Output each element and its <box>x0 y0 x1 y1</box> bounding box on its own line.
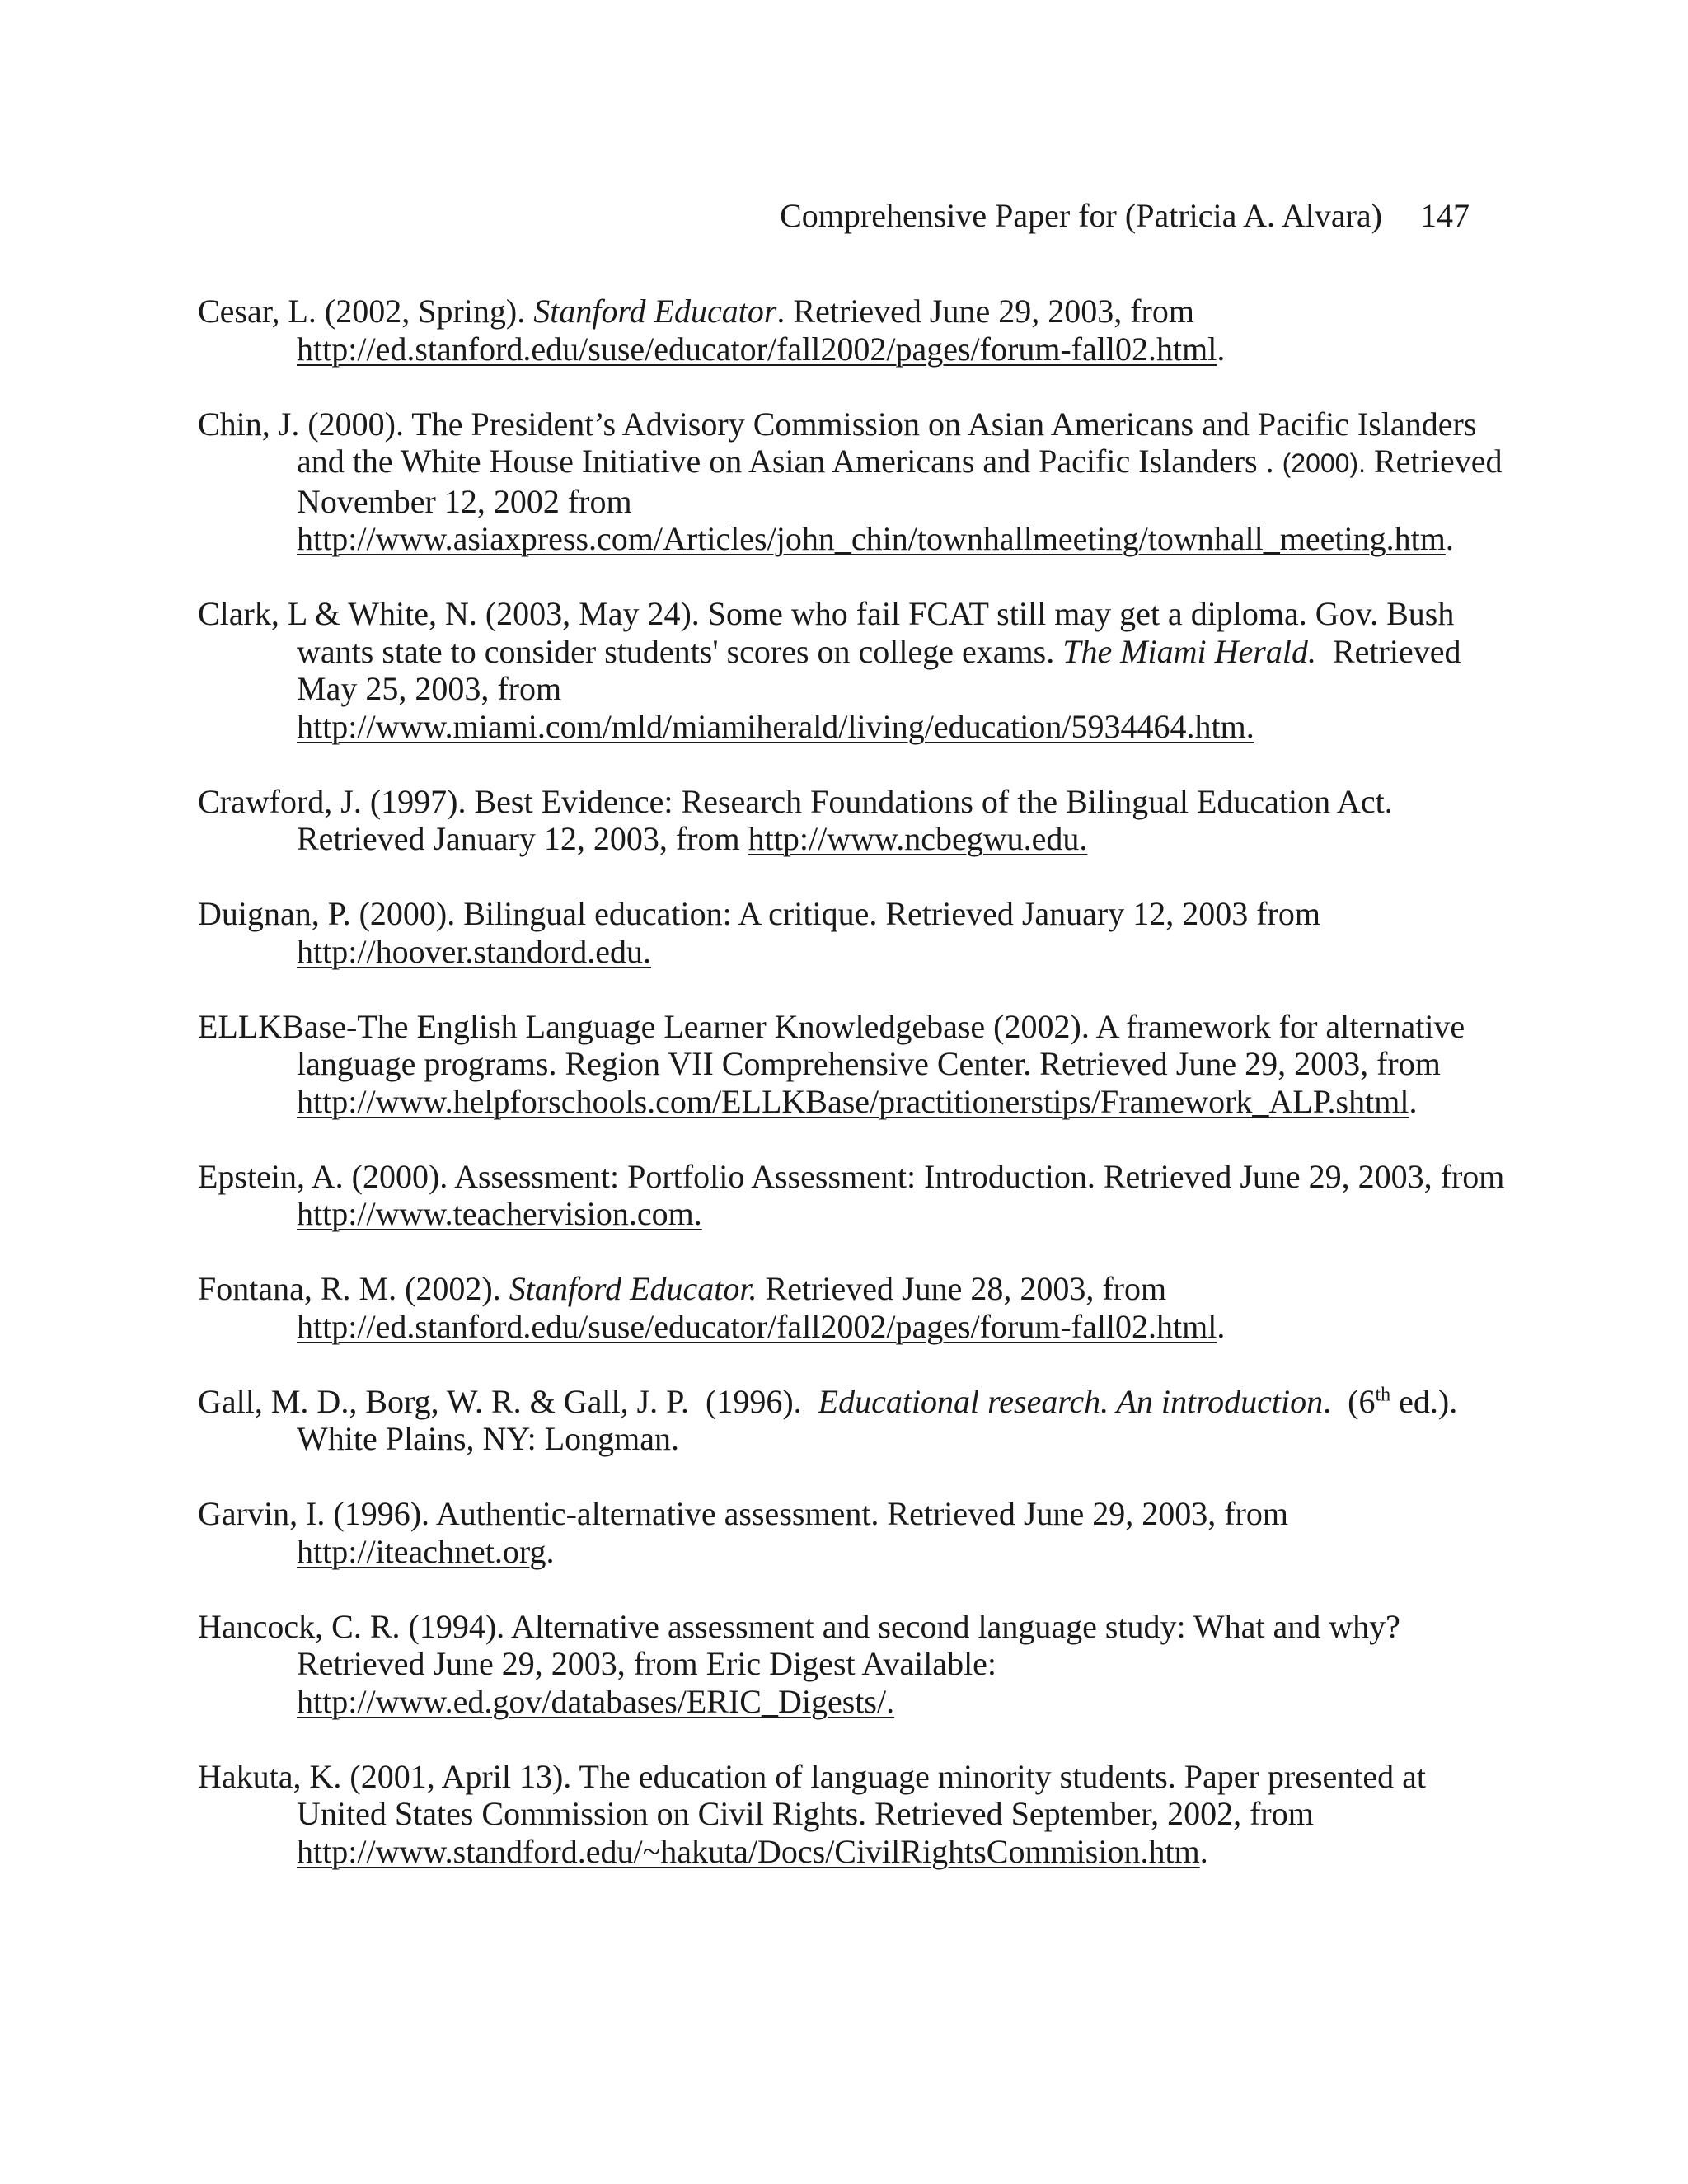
reference-cesar <box>198 293 1508 368</box>
reference-title: Stanford Educator <box>533 293 777 330</box>
page-number: 147 <box>1420 197 1470 234</box>
reference-url[interactable]: http://ed.stanford.edu/suse/educator/fall2002/pages/forum-fall02.html <box>297 1307 1217 1345</box>
reference-text: Chin, J. (2000). The President’s Advisory Commission on Asian Americans and Pacific Islanders and the White House Initiative on Asian Americans and Pacific Islanders . <box>198 405 1485 480</box>
reference-text: Hakuta, K. (2001, April 13). The education of language minority students. Paper presented at United States Commission on Civil Rights. Retrieved September, 2002, from <box>198 1757 1434 1832</box>
reference-text: Epstein, A. (2000). Assessment: Portfolio Assessment: Introduction. Retrieved June 29, 2003, from <box>198 1157 1513 1195</box>
reference-url[interactable]: http://www.miami.com/mld/miamiherald/living/education/5934464.htm. <box>297 707 1254 745</box>
reference-url[interactable]: http://www.ed.gov/databases/ERIC_Digests/. <box>297 1682 895 1720</box>
reference-text: Retrieved June 28, 2003, from <box>757 1270 1175 1307</box>
reference-garvin <box>198 1495 1508 1570</box>
reference-hancock <box>198 1608 1508 1721</box>
reference-url[interactable]: http://www.ncbegwu.edu. <box>748 820 1088 857</box>
reference-fontana <box>198 1270 1508 1345</box>
reference-title: Educational research. An introduction <box>818 1382 1324 1420</box>
reference-url[interactable]: http://www.asiaxpress.com/Articles/john_chin/townhallmeeting/townhall_meeting.htm <box>297 520 1446 557</box>
reference-text: Gall, M. D., Borg, W. R. & Gall, J. P. (1996). <box>198 1382 818 1420</box>
reference-title: The Miami Herald. <box>1062 632 1316 670</box>
reference-text: ELLKBase-The English Language Learner Knowledgebase (2002). A framework for alternative language programs. Region VII Comprehensive Center. Retrieved June 29, 2003, from <box>198 1007 1474 1082</box>
reference-text: . (6 <box>1323 1382 1376 1420</box>
reference-url[interactable]: http://www.teachervision.com. <box>297 1195 702 1232</box>
reference-crawford <box>198 783 1508 858</box>
reference-duignan <box>198 895 1508 970</box>
reference-text: Fontana, R. M. (2002). <box>198 1270 509 1307</box>
reference-ellkbase <box>198 1008 1508 1121</box>
reference-url[interactable]: http://iteachnet.org <box>297 1532 546 1570</box>
reference-url[interactable]: http://www.helpforschools.com/ELLKBase/practitionerstips/Framework_ALP.shtml <box>297 1082 1409 1120</box>
reference-list <box>198 293 1513 1908</box>
reference-text: . Retrieved June 29, 2003, from <box>776 293 1203 330</box>
reference-end: . <box>1217 330 1226 368</box>
reference-text: Duignan, P. (2000). Bilingual education: A critique. Retrieved January 12, 2003 from <box>198 895 1329 932</box>
reference-end: . <box>1409 1082 1418 1120</box>
reference-url[interactable]: http://ed.stanford.edu/suse/educator/fall2002/pages/forum-fall02.html <box>297 330 1217 368</box>
reference-end: . <box>546 1532 555 1570</box>
reference-end: . <box>1217 1307 1226 1345</box>
reference-url[interactable]: http://hoover.standord.edu. <box>297 932 651 970</box>
reference-text: Crawford, J. (1997). Best Evidence: Research Foundations of the Bilingual Education Act. Retrieved January 12, 2003, from <box>198 782 1401 857</box>
reference-text: ed.). White Plains, NY: Longman. <box>297 1382 1474 1457</box>
reference-text: Retrieved May 25, 2003, from <box>297 632 1470 707</box>
reference-text: Hancock, C. R. (1994). Alternative assessment and second language study: What and why? Retrieved June 29, 2003, from Eric Digest Available: <box>198 1607 1409 1682</box>
reference-end: . <box>1445 520 1454 557</box>
reference-text: Garvin, I. (1996). Authentic-alternative assessment. Retrieved June 29, 2003, from <box>198 1495 1296 1532</box>
reference-url[interactable]: http://www.standford.edu/~hakuta/Docs/CivilRightsCommision.htm <box>297 1832 1200 1870</box>
reference-gall <box>198 1383 1508 1458</box>
running-head-title: Comprehensive Paper for (Patricia A. Alvara) <box>780 197 1382 234</box>
reference-year-note: (2000). <box>1282 448 1366 478</box>
reference-epstein <box>198 1157 1513 1233</box>
reference-hakuta <box>198 1758 1508 1871</box>
running-header <box>780 196 1470 236</box>
reference-text: Cesar, L. (2002, Spring). <box>198 293 534 330</box>
reference-title: Stanford Educator. <box>509 1270 757 1307</box>
edition-superscript: th <box>1375 1384 1391 1406</box>
reference-text: Retrieved November 12, 2002 from <box>297 443 1511 520</box>
reference-text: Clark, L & White, N. (2003, May 24). Some who fail FCAT still may get a diploma. Gov. Bush wants state to consider students' scores on college exams. <box>198 595 1463 670</box>
reference-chin <box>198 405 1511 558</box>
reference-end: . <box>1199 1832 1208 1870</box>
reference-clark <box>198 595 1508 745</box>
